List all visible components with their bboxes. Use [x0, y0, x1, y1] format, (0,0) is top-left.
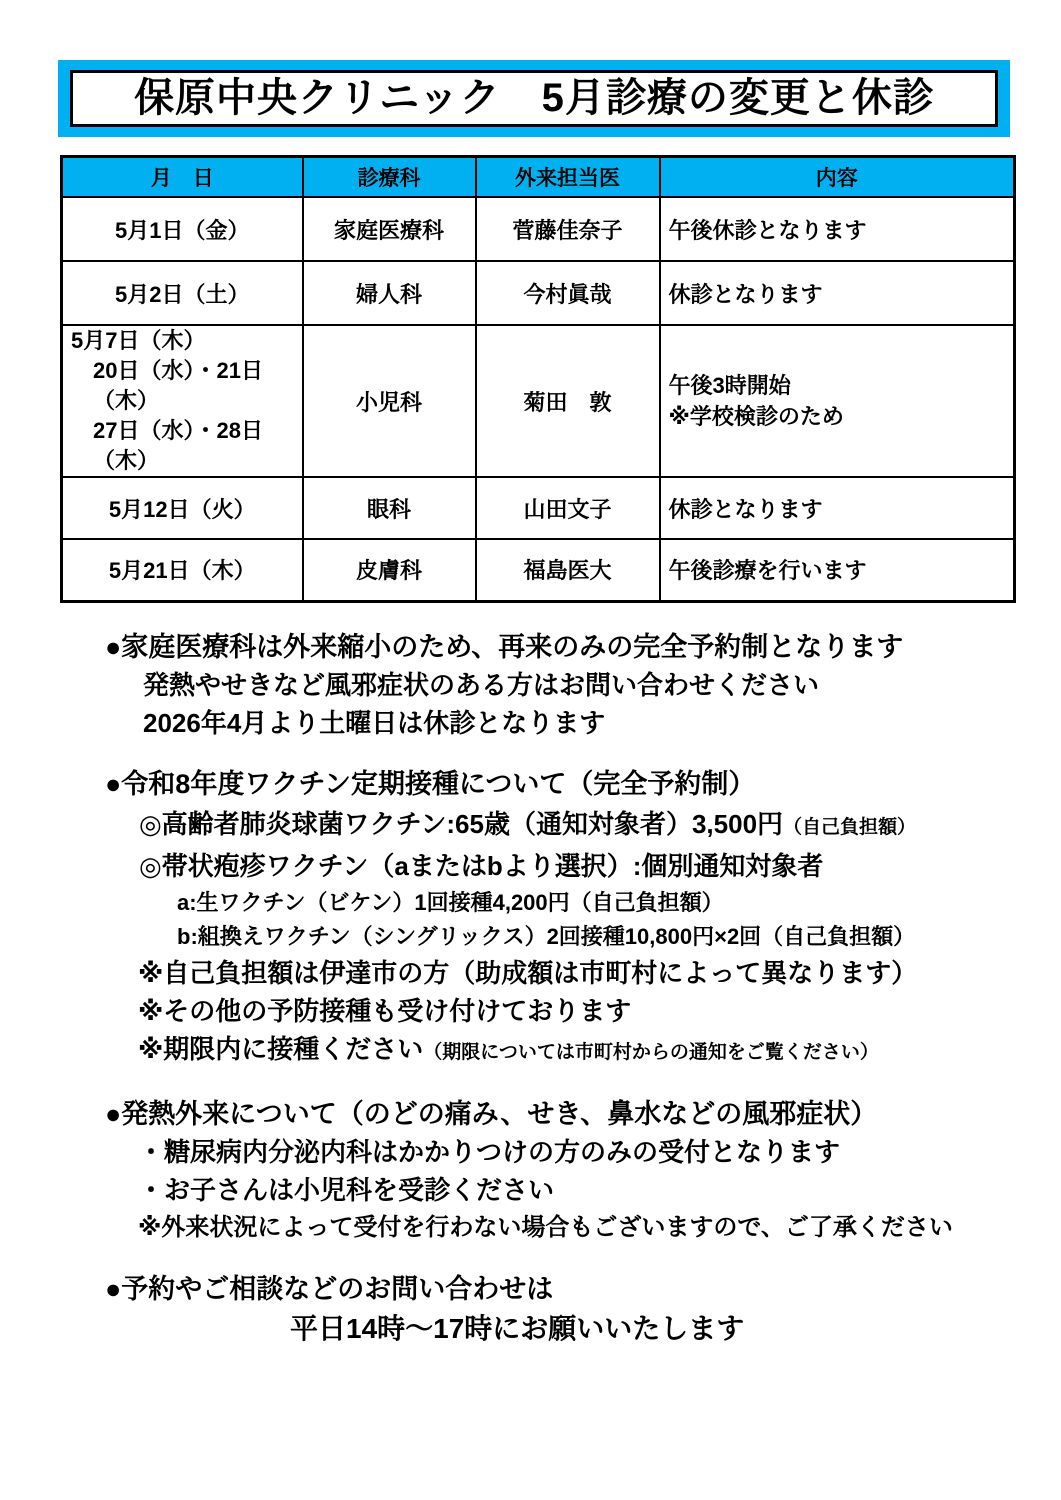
note-text: ※その他の予防接種も受け付けております	[138, 996, 632, 1026]
vaccine-pneumonia-text: ◎高齢者肺炎球菌ワクチン:65歳（通知対象者）3,500円	[139, 809, 784, 839]
table-row	[62, 261, 1015, 325]
table-row	[62, 477, 1015, 539]
cell-doctor: 菅藤佳奈子	[476, 197, 660, 261]
date-line: 20日（水）・21日（木）	[93, 358, 263, 413]
note-text: ◎帯状疱疹ワクチン（aまたはbより選択）:個別通知対象者	[139, 851, 824, 881]
header-department: 診療科	[303, 157, 476, 198]
cell-content: 午後休診となります	[660, 197, 1015, 261]
header-content: 内容	[660, 157, 1015, 198]
cell-department: 眼科	[303, 477, 476, 539]
cell-date	[62, 325, 303, 477]
note-text	[105, 805, 1005, 847]
cell-content: 休診となります	[660, 477, 1015, 539]
date-line: 5月7日（木）	[71, 328, 206, 353]
note-text: ※外来状況によって受付を行わない場合もございますので、ご了承ください	[138, 1214, 953, 1241]
note-text: ・糖尿病内分泌内科はかかりつけの方のみの受付となります	[138, 1137, 841, 1167]
cell-doctor: 福島医大	[476, 539, 660, 601]
note-text: 2026年4月より土曜日は休診となります	[143, 708, 606, 738]
note-text: ・お子さんは小児科を受診ください	[138, 1175, 555, 1205]
cell-doctor: 今村眞哉	[476, 261, 660, 325]
header-date: 月 日	[62, 157, 303, 198]
section-contact	[105, 1270, 1005, 1350]
section-family-medicine	[105, 628, 1005, 742]
note-text: ※自己負担額は伊達市の方（助成額は市町村によって異なります）	[138, 958, 918, 988]
cell-doctor: 菊田 敦	[476, 325, 660, 477]
schedule-table	[60, 155, 1016, 603]
content-line: ※学校検診のため	[668, 404, 844, 429]
cell-date: 5月1日（金）	[62, 197, 303, 261]
page-title: 保原中央クリニック 5月診療の変更と休診	[70, 70, 998, 127]
notes-area	[105, 628, 1005, 1373]
header-doctor: 外来担当医	[476, 157, 660, 198]
section-heading: ●令和8年度ワクチン定期接種について（完全予約制）	[105, 769, 756, 799]
vaccine-deadline-detail: （期限については市町村からの通知をご覧ください）	[423, 1042, 879, 1063]
note-text: b:組換えワクチン（シングリックス）2回接種10,800円×2回（自己負担額）	[177, 924, 916, 949]
note-text	[105, 1030, 1005, 1072]
date-line: 27日（水）・28日（木）	[93, 418, 263, 473]
cell-date: 5月2日（土）	[62, 261, 303, 325]
section-vaccine	[105, 765, 1005, 1072]
cell-department: 婦人科	[303, 261, 476, 325]
contact-hours: 平日14時～17時にお願いいたします	[290, 1313, 745, 1344]
table-row	[62, 325, 1015, 477]
cell-department: 皮膚科	[303, 539, 476, 601]
cell-content: 休診となります	[660, 261, 1015, 325]
section-heading: ●発熱外来について（のどの痛み、せき、鼻水などの風邪症状）	[105, 1099, 878, 1129]
vaccine-deadline-text: ※期限内に接種ください	[138, 1034, 424, 1064]
cell-date: 5月21日（木）	[62, 539, 303, 601]
table-row	[62, 539, 1015, 601]
section-heading: ●予約やご相談などのお問い合わせは	[105, 1274, 554, 1304]
table-row	[62, 197, 1015, 261]
content-line: 午後3時開始	[668, 373, 791, 398]
table-header-row	[62, 157, 1015, 198]
title-banner	[58, 60, 1010, 137]
vaccine-pneumonia-copay-note: （自己負担額）	[783, 817, 917, 838]
cell-date: 5月12日（火）	[62, 477, 303, 539]
cell-content: 午後診療を行います	[660, 539, 1015, 601]
section-fever-outpatient	[105, 1095, 1005, 1247]
note-text: 発熱やせきなど風邪症状のある方はお問い合わせください	[143, 670, 820, 700]
cell-content	[660, 325, 1015, 477]
cell-department: 家庭医療科	[303, 197, 476, 261]
cell-doctor: 山田文子	[476, 477, 660, 539]
cell-department: 小児科	[303, 325, 476, 477]
section-heading: ●家庭医療科は外来縮小のため、再来のみの完全予約制となります	[105, 632, 904, 662]
note-text: a:生ワクチン（ビケン）1回接種4,200円（自己負担額）	[177, 890, 724, 915]
